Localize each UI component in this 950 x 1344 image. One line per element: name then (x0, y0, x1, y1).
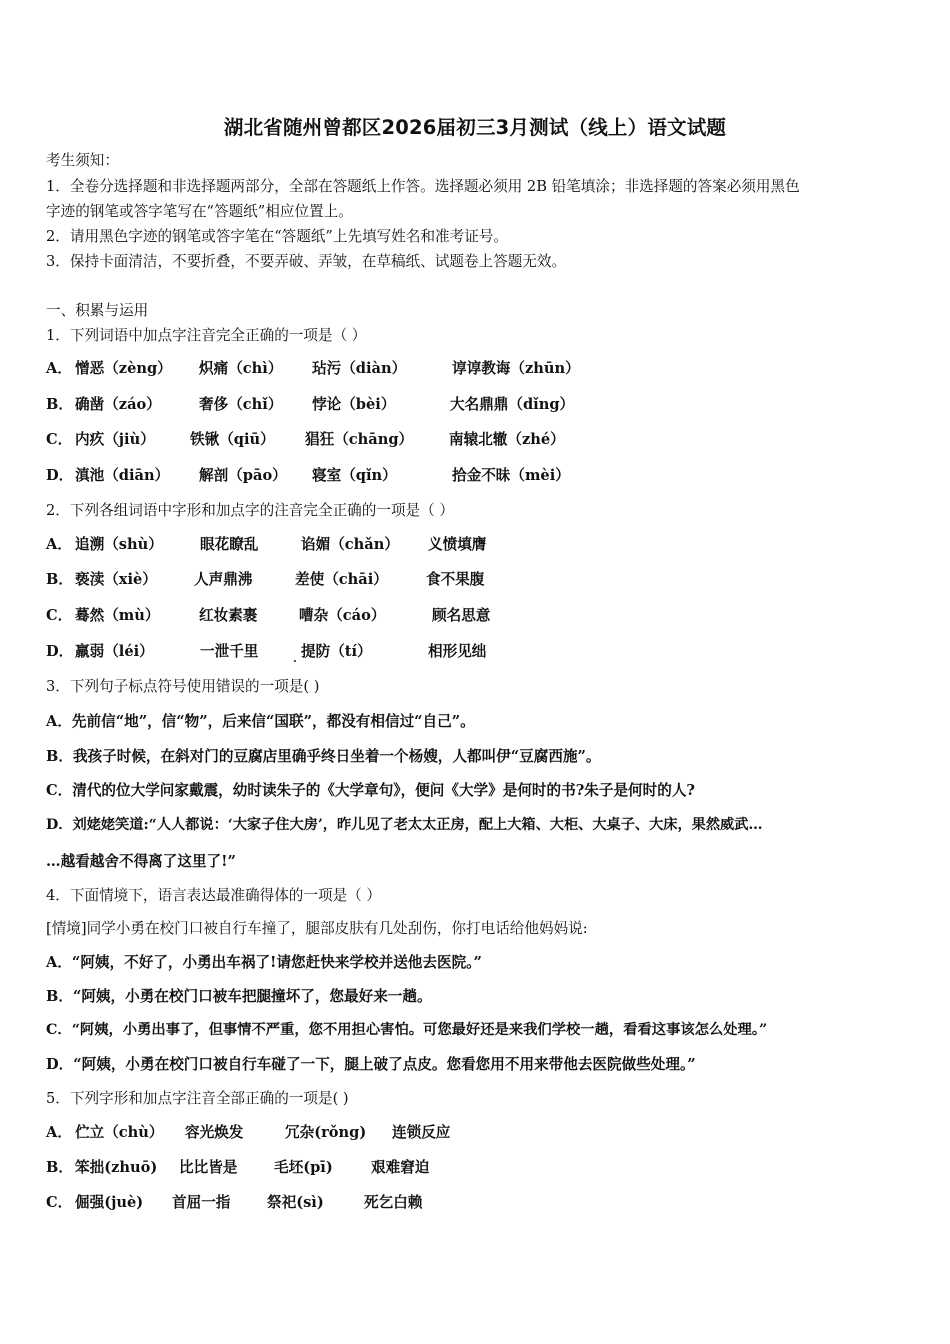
q1-b-item: 悖论（bèi） (312, 396, 396, 413)
q1-c-item: 内疚（jiù） (75, 431, 155, 448)
q3-option-b (46, 748, 601, 766)
q5-a-item: 伫立（chù） (75, 1124, 164, 1141)
q3-option-d-continuation: …越看越舍不得离了这里了!” (46, 853, 236, 870)
q5-option-label: C． (46, 1194, 73, 1211)
option-text: 刘姥姥笑道:“人人都说：‘大家子住大房’，昨儿见了老太太正房，配上大箱、大柜、大桌子、大床，果然威武… (72, 817, 763, 833)
q2-c-item: 红妆素裹 (199, 607, 258, 624)
q2-d-item: 相形见绌 (428, 643, 487, 660)
option-label: C． (46, 1022, 72, 1038)
q5-b-item: 比比皆是 (179, 1159, 238, 1176)
page-title: 湖北省随州曾都区2026届初三3月测试（线上）语文试题 (223, 116, 727, 139)
q2-b-item: 人声鼎沸 (194, 571, 253, 588)
option-text: 清代的位大学问家戴震，幼时读朱子的《大学章句》，便问《大学》是何时的书?朱子是何时的人? (72, 782, 695, 799)
q1-d-item: 解剖（pāo） (199, 467, 287, 484)
q5-c-item: 首屈一指 (172, 1194, 231, 1211)
option-label: C． (46, 782, 73, 799)
q5-c-item: 祭祀(sì) (267, 1194, 324, 1211)
q1-c-item: 南辕北辙（zhé） (449, 431, 565, 448)
question-3-stem: 3．下列句子标点符号使用错误的一项是( ) (46, 678, 320, 695)
q1-c-item: 铁锹（qiū） (190, 431, 275, 448)
q5-a-item: 容光焕发 (185, 1124, 244, 1141)
q5-b-item: 笨拙(zhuō) (75, 1159, 158, 1176)
q5-a-item: 冗杂(rǒng) (285, 1124, 367, 1141)
q5-option-label: B． (46, 1159, 73, 1176)
q1-a-item: 玷污（diàn） (312, 360, 407, 377)
q2-option-label: D． (46, 643, 74, 660)
q2-a-item: 追溯（shù） (75, 536, 163, 553)
q5-c-item: 倔强(juè) (75, 1194, 144, 1211)
q1-d-item: 寝室（qǐn） (312, 467, 397, 484)
notice-heading: 考生须知： (46, 152, 119, 169)
emphasis-dot (294, 660, 296, 662)
q1-d-item: 拾金不昧（mèi） (452, 467, 570, 484)
notice-item: 3．保持卡面清洁，不要折叠，不要弄破、弄皱，在草稿纸、试题卷上答题无效。 (46, 253, 567, 270)
notice-item: 1．全卷分选择题和非选择题两部分，全部在答题纸上作答。选择题必须用 2B 铅笔填涂；非选择题的答案必须用黑色 (46, 178, 800, 195)
q1-option-label: B． (46, 396, 73, 413)
q1-a-item: 憎恶（zèng） (75, 360, 172, 377)
notice-item: 字迹的钢笔或答字笔写在“答题纸”相应位置上。 (46, 203, 353, 220)
q3-option-d (46, 817, 763, 834)
q3-option-c (46, 782, 695, 800)
q5-b-item: 艰难窘迫 (371, 1159, 430, 1176)
option-text: “阿姨，小勇出事了，但事情不严重，您不用担心害怕。可您最好还是来我们学校一趟，看看这事该怎么处理。” (71, 1022, 768, 1038)
q2-d-item: 一泄千里 (200, 643, 259, 660)
q2-c-item: 蓦然（mù） (75, 607, 160, 624)
option-label: D． (46, 1056, 74, 1073)
q2-b-item: 差使（chāi） (295, 571, 388, 588)
q1-a-item: 谆谆教诲（zhūn） (452, 360, 580, 377)
q4-option-c (46, 1022, 767, 1039)
q1-a-item: 炽痛（chì） (199, 360, 283, 377)
option-text: “阿姨，不好了，小勇出车祸了!请您赶快来学校并送他去医院。” (71, 954, 482, 971)
q5-b-item: 毛坯(pī) (274, 1159, 333, 1176)
q1-option-label: A． (46, 360, 72, 377)
question-1-stem: 1．下列词语中加点字注音完全正确的一项是（ ） (46, 327, 367, 344)
q2-b-item: 食不果腹 (426, 571, 485, 588)
q5-c-item: 死乞白赖 (364, 1194, 423, 1211)
notice-item: 2．请用黑色字迹的钢笔或答字笔在“答题纸”上先填写姓名和准考证号。 (46, 228, 509, 245)
q2-a-item: 眼花瞭乱 (200, 536, 259, 553)
q1-c-item: 猖狂（chāng） (305, 431, 414, 448)
option-label: D． (46, 817, 73, 833)
option-text: “阿姨，小勇在校门口被车把腿撞坏了，您最好来一趟。 (72, 988, 432, 1005)
option-text: “阿姨，小勇在校门口被自行车碰了一下，腿上破了点皮。您看您用不用来带他去医院做些处理。” (73, 1056, 696, 1073)
q4-option-a (46, 954, 482, 972)
q4-option-d (46, 1056, 696, 1074)
q2-option-label: C． (46, 607, 73, 624)
q3-option-a (46, 713, 475, 731)
q2-b-item: 亵渎（xiè） (75, 571, 157, 588)
option-label: B． (46, 748, 73, 765)
option-text: 我孩子时候，在斜对门的豆腐店里确乎终日坐着一个杨嫂，人都叫伊“豆腐西施”。 (72, 748, 601, 765)
q2-c-item: 嘈杂（cáo） (299, 607, 386, 624)
option-text: 先前信“地”，信“物”，后来信“国联”，都没有相信过“自己”。 (71, 713, 475, 730)
q1-b-item: 确凿（záo） (75, 396, 161, 413)
q2-d-item: 提防（tí） (301, 643, 372, 660)
q2-a-item: 义愤填膺 (428, 536, 487, 553)
option-label: A． (46, 713, 72, 730)
q5-a-item: 连锁反应 (392, 1124, 451, 1141)
question-4-stem: 4．下面情境下，语言表达最准确得体的一项是（ ） (46, 887, 381, 904)
q1-option-label: C． (46, 431, 73, 448)
q2-option-label: A． (46, 536, 72, 553)
q2-d-item: 羸弱（léi） (75, 643, 154, 660)
option-label: B． (46, 988, 73, 1005)
q4-option-b (46, 988, 432, 1006)
q4-context: [情境]同学小勇在校门口被自行车撞了，腿部皮肤有几处刮伤，你打电话给他妈妈说: (46, 920, 588, 937)
question-2-stem: 2．下列各组词语中字形和加点字的注音完全正确的一项是（ ） (46, 502, 454, 519)
q2-option-label: B． (46, 571, 73, 588)
section-heading: 一、积累与运用 (46, 302, 149, 319)
q2-a-item: 谄媚（chǎn） (301, 536, 399, 553)
question-5-stem: 5．下列字形和加点字注音全部正确的一项是( ) (46, 1090, 349, 1107)
q1-b-item: 大名鼎鼎（dǐng） (450, 396, 575, 413)
option-label: A． (46, 954, 72, 971)
q1-option-label: D． (46, 467, 74, 484)
q5-option-label: A． (46, 1124, 72, 1141)
q1-b-item: 奢侈（chǐ） (199, 396, 283, 413)
q1-d-item: 滇池（diān） (75, 467, 170, 484)
q2-c-item: 顾名思意 (432, 607, 491, 624)
